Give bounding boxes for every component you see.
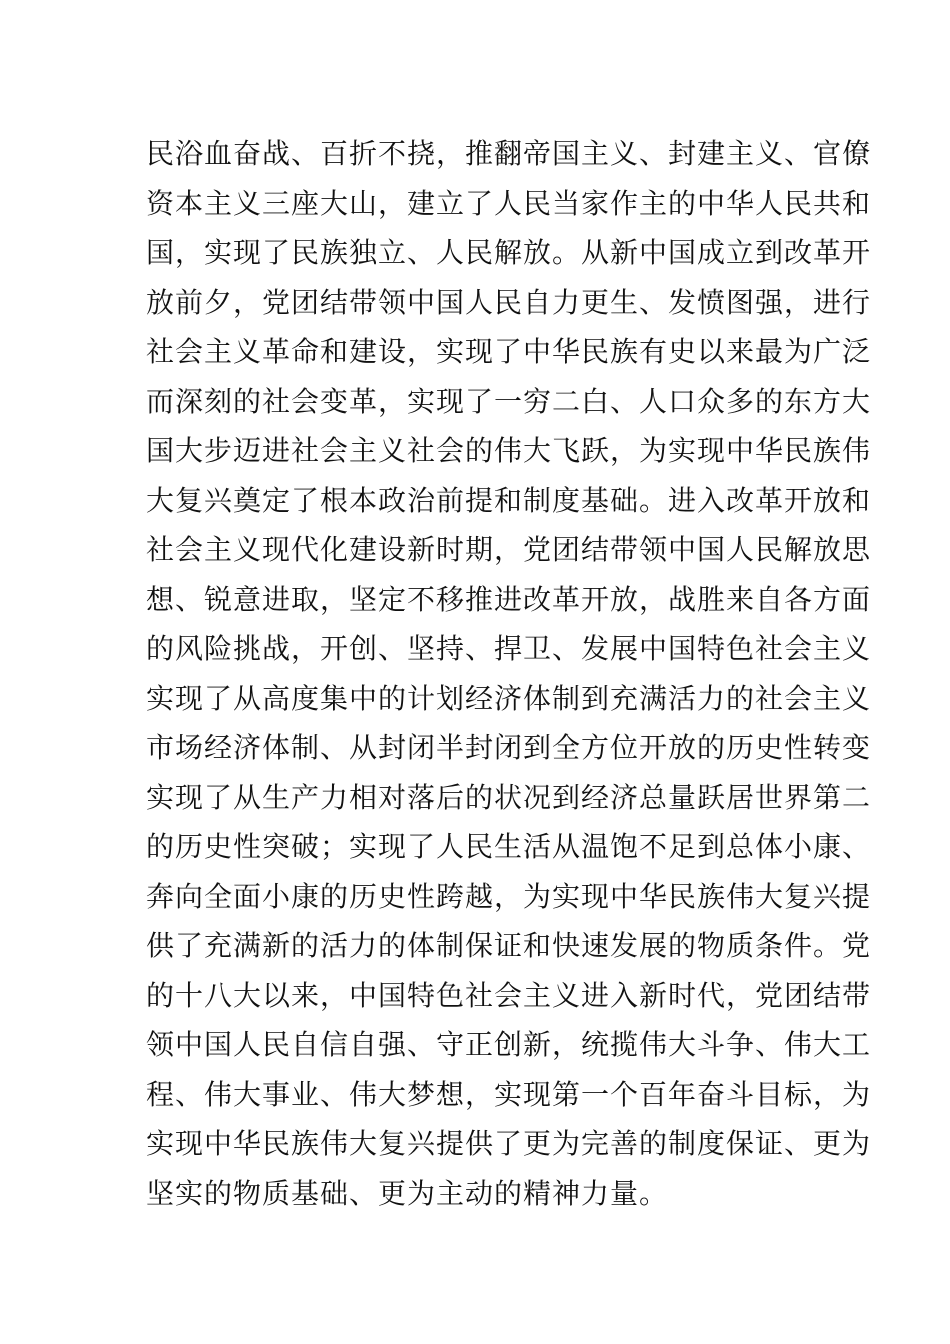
text-line: 放前夕，党团结带领中国人民自力更生、发愤图强，进行: [146, 285, 872, 319]
text-line: 的历史性突破；实现了人民生活从温饱不足到总体小康、: [146, 830, 872, 863]
text-line: 资本主义三座大山，建立了人民当家作主的中华人民共和: [146, 186, 872, 220]
text-line: 想、锐意进取，坚定不移推进改革开放，战胜来自各方面: [146, 582, 872, 616]
text-line: 的风险挑战，开创、坚持、捍卫、发展中国特色社会主义: [146, 632, 872, 665]
text-line: 领中国人民自信自强、守正创新，统揽伟大斗争、伟大工: [146, 1028, 872, 1061]
text-line: 社会主义现代化建设新时期，党团结带领中国人民解放思: [146, 533, 872, 566]
text-line: 的十八大以来，中国特色社会主义进入新时代，党团结带: [146, 978, 872, 1012]
text-line: 市场经济体制、从封闭半封闭到全方位开放的历史性转变: [146, 731, 872, 764]
text-line: 大复兴奠定了根本政治前提和制度基础。进入改革开放和: [146, 483, 872, 517]
body-paragraph: [146, 129, 872, 1218]
text-line: 实现了从生产力相对落后的状况到经济总量跃居世界第二: [146, 780, 872, 814]
text-line: 供了充满新的活力的体制保证和快速发展的物质条件。党: [146, 929, 872, 962]
text-line: 坚实的物质基础、更为主动的精神力量。: [146, 1176, 669, 1210]
text-line: 而深刻的社会变革，实现了一穷二白、人口众多的东方大: [146, 384, 872, 418]
text-line: 实现了从高度集中的计划经济体制到充满活力的社会主义: [146, 681, 872, 715]
text-line: 社会主义革命和建设，实现了中华民族有史以来最为广泛: [146, 335, 872, 368]
text-line: 国大步迈进社会主义社会的伟大飞跃，为实现中华民族伟: [146, 434, 872, 467]
text-line: 实现中华民族伟大复兴提供了更为完善的制度保证、更为: [146, 1127, 872, 1160]
text-line: 国，实现了民族独立、人民解放。从新中国成立到改革开: [146, 236, 872, 269]
text-line: 程、伟大事业、伟大梦想，实现第一个百年奋斗目标，为: [146, 1077, 872, 1111]
text-line: 奔向全面小康的历史性跨越，为实现中华民族伟大复兴提: [146, 879, 872, 913]
text-line: 民浴血奋战、百折不挠，推翻帝国主义、封建主义、官僚: [146, 137, 872, 170]
